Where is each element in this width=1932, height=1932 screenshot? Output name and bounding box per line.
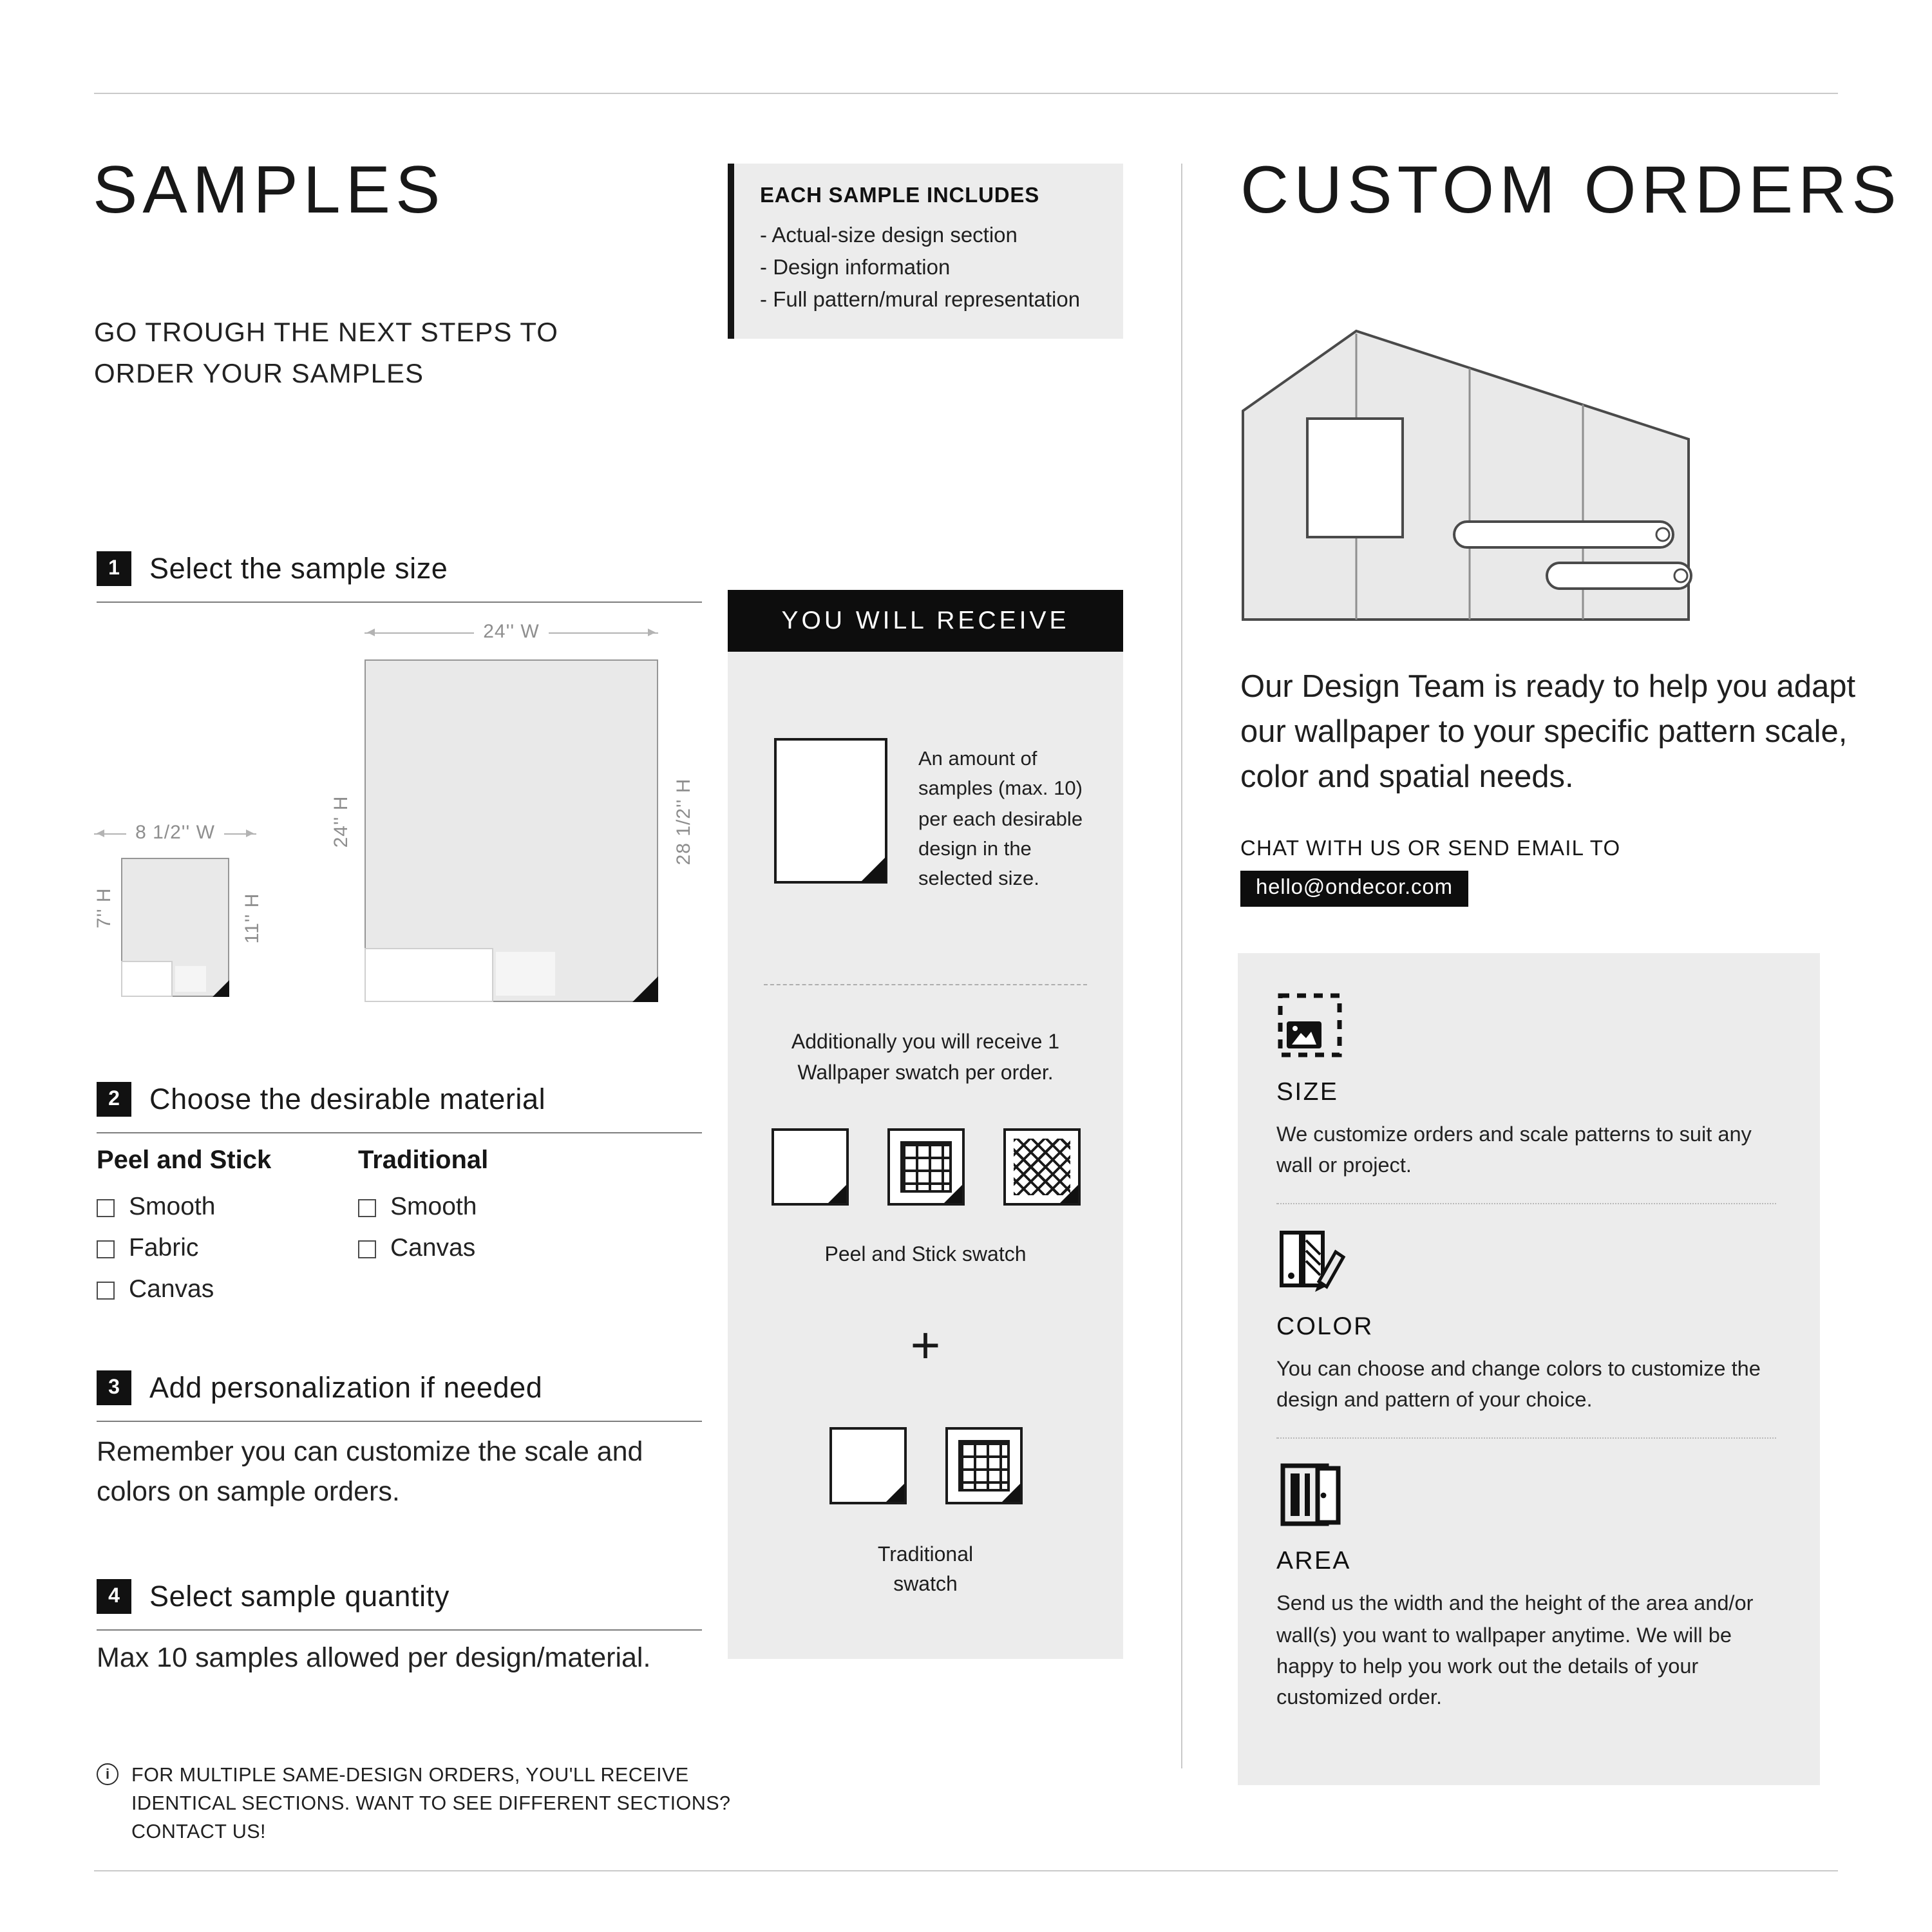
feature-color-text: You can choose and change colors to customize the design and pattern of your choice.: [1276, 1358, 1761, 1412]
feature-area-name: AREA: [1276, 1547, 1351, 1576]
receive-samples-text: An amount of samples (max. 10) per each desirable design in the selected size.: [918, 748, 1083, 890]
large-sample-rect: [365, 659, 658, 1002]
page-curl-icon: [860, 857, 886, 882]
sample-includes-box: [728, 164, 1123, 339]
grid-swatch-icon: [887, 1128, 964, 1206]
page-curl-icon: [828, 1185, 846, 1203]
house-wallpaper-illustration: [1240, 328, 1694, 631]
top-rule: [94, 93, 1838, 94]
bottom-rule: [94, 1870, 1838, 1871]
step-1-header: [97, 551, 702, 603]
sample-sheet-icon: [774, 738, 887, 884]
grid-swatch-icon: [945, 1427, 1022, 1504]
peel-swatch-row: [728, 1128, 1123, 1206]
feature-size: [1276, 992, 1776, 1181]
peel-and-stick-column: [97, 1146, 358, 1316]
measure-label: 24'' W: [474, 621, 549, 643]
footnote-text: FOR MULTIPLE SAME-DESIGN ORDERS, YOU'LL RECEIVE IDENTICAL SECTIONS. WANT TO SEE DIFFERENT SECTIONS? CONTACT US!: [131, 1765, 731, 1844]
traditional-title: Traditional: [358, 1146, 489, 1175]
chat-line: CHAT WITH US OR SEND EMAIL TO: [1240, 837, 1621, 860]
info-square: [175, 966, 206, 992]
page-curl-icon: [943, 1185, 961, 1203]
sample-size-diagram: [93, 605, 702, 1050]
step-4-body: Max 10 samples allowed per design/material.: [97, 1642, 651, 1673]
material-option-peel-smooth[interactable]: [97, 1193, 358, 1222]
dotted-divider: [1276, 1438, 1776, 1439]
feature-color-name: COLOR: [1276, 1312, 1374, 1341]
step-3-header: [97, 1370, 702, 1422]
step-3-number: 3: [97, 1370, 131, 1405]
material-option-traditional-smooth[interactable]: [358, 1193, 620, 1222]
receive-additional-text: Additionally you will receive 1 Wallpaper swatch per order.: [791, 1032, 1060, 1084]
step-4-title: Select sample quantity: [149, 1580, 450, 1612]
measure-width-large: [365, 621, 658, 644]
samples-title: SAMPLES: [93, 153, 446, 228]
material-option-peel-canvas[interactable]: [97, 1275, 358, 1305]
you-will-receive-header: YOU WILL RECEIVE: [728, 590, 1123, 652]
page-curl-icon: [1001, 1484, 1019, 1502]
page-curl-icon: [886, 1484, 904, 1502]
material-option-label: Smooth: [390, 1193, 477, 1221]
traditional-column: [358, 1146, 620, 1316]
custom-intro: Our Design Team is ready to help you adapt our wallpaper to your specific pattern scale, color and spatial needs.: [1240, 670, 1856, 795]
small-sample-rect: [121, 858, 229, 997]
traditional-swatch-row: [728, 1427, 1123, 1504]
step-1-number: 1: [97, 551, 131, 586]
feature-area-text: Send us the width and the height of the area and/or wall(s) you want to wallpaper anytime. We will be happy to help you work out the details of your customized order.: [1276, 1592, 1754, 1709]
step-3-title: Add personalization if needed: [149, 1371, 543, 1403]
materials-section: [97, 1146, 702, 1316]
material-option-label: Canvas: [390, 1234, 476, 1262]
measure-height-left-small: 7'' H: [93, 887, 115, 929]
measure-height-left-large: 24'' H: [330, 795, 352, 848]
measure-height-right-small: 11'' H: [242, 893, 263, 944]
step-1-title: Select the sample size: [149, 552, 448, 584]
feature-color: [1276, 1226, 1776, 1416]
traditional-swatch-label: Traditional swatch: [877, 1544, 974, 1596]
area-door-icon: [1276, 1461, 1776, 1535]
step-4-header: [97, 1579, 702, 1631]
you-will-receive-panel: [728, 590, 1123, 1659]
material-option-label: Smooth: [129, 1193, 216, 1221]
size-icon: [1276, 992, 1776, 1065]
plus-sign: +: [910, 1318, 941, 1374]
checkbox-icon: [97, 1198, 115, 1217]
step-3-body: Remember you can customize the scale and colors on sample orders.: [97, 1436, 643, 1508]
feature-size-name: SIZE: [1276, 1078, 1339, 1106]
material-option-label: Fabric: [129, 1234, 199, 1262]
info-icon: [97, 1763, 118, 1785]
material-option-peel-fabric[interactable]: [97, 1234, 358, 1264]
blank-swatch-icon: [771, 1128, 848, 1206]
checkbox-icon: [97, 1281, 115, 1299]
includes-item: - Design information: [760, 252, 1103, 285]
step-2-header: [97, 1082, 702, 1133]
peel-and-stick-title: Peel and Stick: [97, 1146, 272, 1175]
checkbox-icon: [358, 1198, 376, 1217]
measure-label: 8 1/2'' W: [126, 822, 224, 844]
info-square: [496, 952, 555, 996]
peel-swatch-label: Peel and Stick swatch: [824, 1244, 1027, 1266]
dotted-divider: [1276, 1203, 1776, 1204]
measure-width-small: [94, 822, 256, 845]
step-4-number: 4: [97, 1579, 131, 1614]
material-option-label: Canvas: [129, 1275, 214, 1303]
includes-item: - Full pattern/mural representation: [760, 284, 1103, 316]
material-option-traditional-canvas[interactable]: [358, 1234, 620, 1264]
feature-area: [1276, 1461, 1776, 1713]
dashed-divider: [764, 984, 1087, 985]
color-swatchbook-icon: [1276, 1226, 1776, 1300]
footnote: [97, 1762, 895, 1848]
step-2-title: Choose the desirable material: [149, 1083, 546, 1115]
custom-orders-title: CUSTOM ORDERS: [1240, 153, 1902, 228]
feature-size-text: We customize orders and scale patterns to suit any wall or project.: [1276, 1123, 1752, 1178]
info-strip: [121, 961, 173, 997]
column-divider: [1181, 164, 1182, 1768]
custom-features-panel: [1238, 953, 1820, 1785]
includes-title: EACH SAMPLE INCLUDES: [760, 184, 1040, 207]
step-2-number: 2: [97, 1082, 131, 1117]
includes-item: - Actual-size design section: [760, 220, 1103, 252]
page-curl-icon: [632, 976, 658, 1002]
blank-swatch-icon: [829, 1427, 906, 1504]
info-strip: [365, 948, 493, 1002]
email-link[interactable]: hello@ondecor.com: [1240, 871, 1468, 907]
page-curl-icon: [1059, 1185, 1077, 1203]
measure-height-right-large: 28 1/2'' H: [673, 778, 695, 866]
crosshatch-swatch-icon: [1003, 1128, 1080, 1206]
checkbox-icon: [97, 1240, 115, 1258]
samples-intro: GO TROUGH THE NEXT STEPS TO ORDER YOUR SAMPLES: [94, 318, 558, 388]
page-curl-icon: [213, 980, 229, 997]
checkbox-icon: [358, 1240, 376, 1258]
